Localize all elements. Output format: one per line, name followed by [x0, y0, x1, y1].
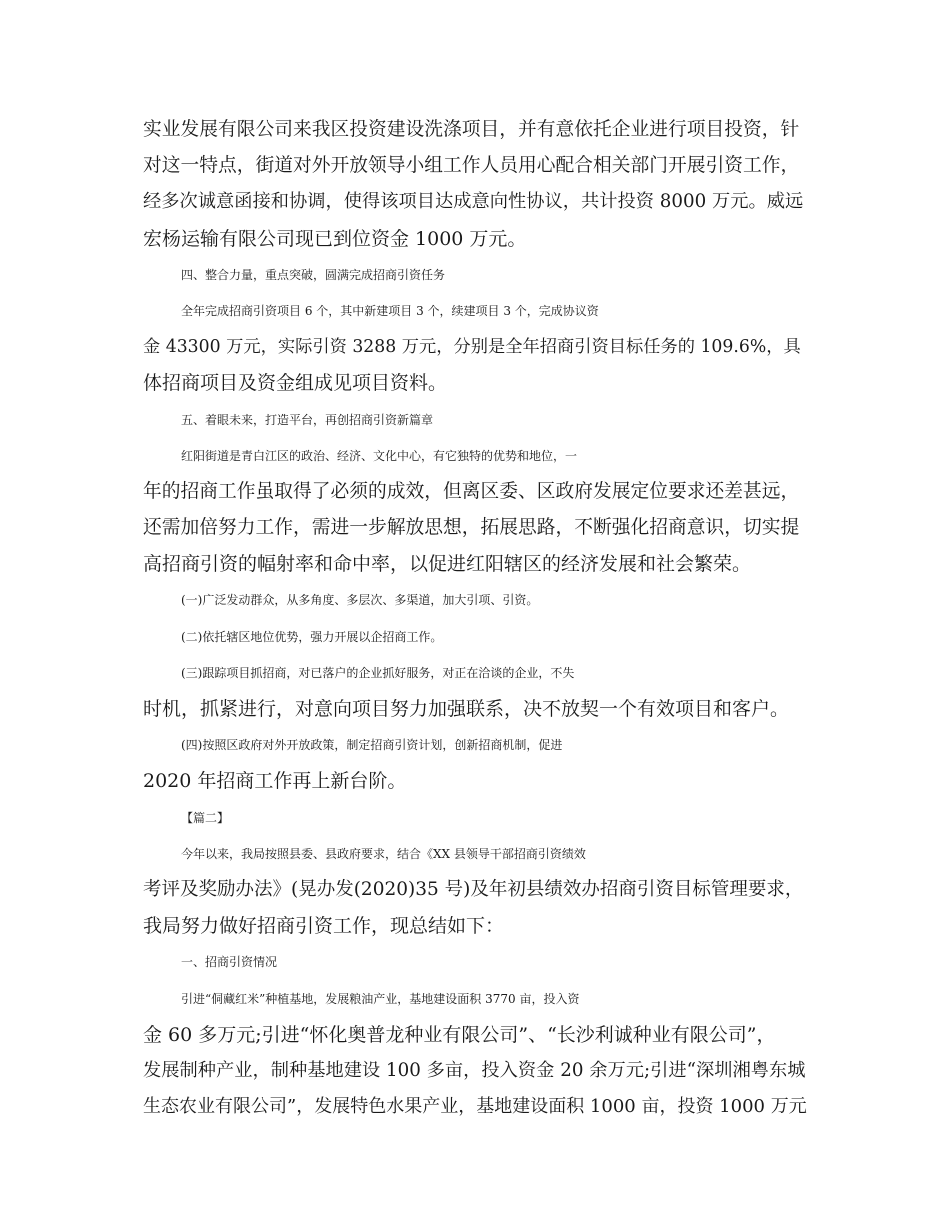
text-line: 高招商引资的幅射率和命中率，以促进红阳辖区的经济发展和社会繁荣。: [143, 553, 752, 576]
text-line: (三)跟踪项目抓招商，对已落户的企业抓好服务，对正在洽谈的企业，不失: [181, 665, 575, 680]
text-line: 实业发展有限公司来我区投资建设洗涤项目，并有意依托企业进行项目投资，针: [143, 119, 800, 140]
text-line: 生态农业有限公司”，发展特色水果产业，基地建设面积 1000 亩，投资 1000 万元: [143, 1096, 807, 1118]
text-line: 体招商项目及资金组成见项目资料。: [143, 372, 448, 395]
text-line: 金 43300 万元，实际引资 3288 万元，分别是全年招商引资目标任务的 109.6%，具: [143, 337, 801, 358]
text-line: 【篇二】: [181, 810, 230, 825]
text-line: 对这一特点，街道对外开放领导小组工作人员用心配合相关部门开展引资工作，: [143, 155, 800, 177]
text-line: 引进“侗藏红米”种植基地，发展粮油产业，基地建设面积 3770 亩，投入资: [181, 991, 580, 1006]
text-line: (一)广泛发动群众，从多角度、多层次、多渠道，加大引项、引资。: [181, 593, 539, 608]
text-line: 四、整合力量，重点突破，圆满完成招商引资任务: [181, 267, 446, 282]
text-line: 年的招商工作虽取得了必须的成效，但离区委、区政府发展定位要求还差甚远，: [143, 480, 800, 502]
text-line: 今年以来，我局按照县委、县政府要求，结合《XX 县领导干部招商引资绩效: [181, 846, 586, 861]
text-line: 金 60 多万元;引进“怀化奥普龙种业有限公司”、“长沙利诚种业有限公司”，: [143, 1023, 776, 1046]
text-line: 考评及奖励办法》(晃办发(2020)35 号)及年初县绩效办招商引资目标管理要求，: [143, 878, 804, 900]
text-line: 一、招商引资情况: [181, 955, 278, 970]
text-line: 全年完成招商引资项目 6 个，其中新建项目 3 个，续建项目 3 个，完成协议资: [181, 303, 599, 318]
text-line: 红阳街道是青白江区的政治、经济、文化中心，有它独特的优势和地位，一: [181, 448, 578, 463]
text-line: 发展制种产业，制种基地建设 100 多亩，投入资金 20 余万元;引进“深圳湘粤东城: [143, 1059, 806, 1081]
text-line: 宏杨运输有限公司现已到位资金 1000 万元。: [143, 227, 527, 250]
text-line: (四)按照区政府对外开放政策，制定招商引资计划，创新招商机制，促进: [181, 738, 563, 753]
text-line: 还需加倍努力工作，需进一步解放思想，拓展思路，不断强化招商意识，切实提: [143, 517, 800, 539]
text-line: 经多次诚意函接和协调，使得该项目达成意向性协议，共计投资 8000 万元。威远: [143, 191, 804, 213]
text-line: (二)依托辖区地位优势，强力开展以企招商工作。: [181, 629, 443, 644]
text-line: 时机，抓紧进行，对意向项目努力加强联系，决不放契一个有效项目和客户。: [143, 698, 790, 720]
text-line: 2020 年招商工作再上新台阶。: [143, 770, 407, 793]
text-line: 五、着眼未来，打造平台，再创招商引资新篇章: [181, 412, 434, 427]
document-body: [143, 112, 807, 1125]
text-line: 我局努力做好招商引资工作，现总结如下：: [143, 915, 505, 938]
